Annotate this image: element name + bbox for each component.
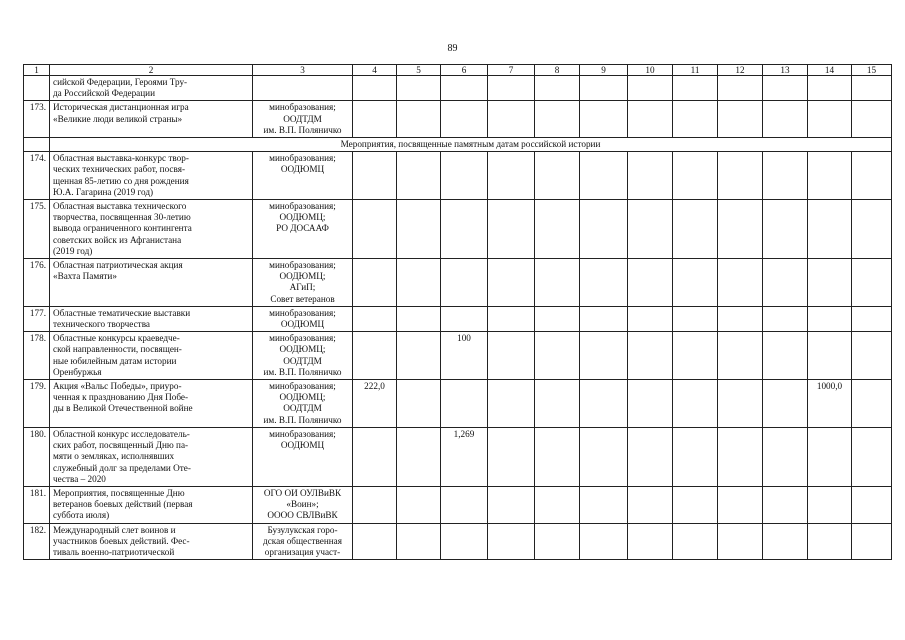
value-cell-col-13 bbox=[763, 306, 808, 331]
value-cell-col-12 bbox=[718, 332, 763, 380]
value-cell-col-12 bbox=[718, 486, 763, 523]
value-cell-col-6: 1,269 bbox=[441, 427, 488, 486]
value-cell-col-6 bbox=[441, 486, 488, 523]
value-cell-col-14 bbox=[808, 101, 852, 138]
value-cell-col-15 bbox=[852, 101, 892, 138]
table-row bbox=[24, 427, 892, 486]
value-cell-col-11 bbox=[673, 380, 718, 428]
value-cell-col-8 bbox=[535, 486, 580, 523]
value-cell-col-9 bbox=[580, 101, 628, 138]
value-cell-col-5 bbox=[397, 332, 441, 380]
row-number: 176. bbox=[24, 259, 50, 307]
column-number: 15 bbox=[852, 65, 892, 76]
value-cell-col-5 bbox=[397, 427, 441, 486]
table-row bbox=[24, 486, 892, 523]
value-cell-col-6 bbox=[441, 380, 488, 428]
event-title: Мероприятия, посвященные Дню ветеранов боевых действий (первая суббота июля) bbox=[50, 486, 253, 523]
column-number: 8 bbox=[535, 65, 580, 76]
column-number: 9 bbox=[580, 65, 628, 76]
value-cell-col-12 bbox=[718, 523, 763, 560]
value-cell-col-13 bbox=[763, 486, 808, 523]
value-cell-col-10 bbox=[628, 332, 673, 380]
value-cell-col-9 bbox=[580, 427, 628, 486]
event-title: Областная патриотическая акция «Вахта Памяти» bbox=[50, 259, 253, 307]
section-title: Мероприятия, посвященные памятным датам российской истории bbox=[50, 138, 892, 152]
value-cell-col-15 bbox=[852, 200, 892, 259]
value-cell-col-6 bbox=[441, 306, 488, 331]
value-cell-col-8 bbox=[535, 259, 580, 307]
table-row bbox=[24, 306, 892, 331]
responsible-orgs: минобразования; ООДЮМЦ bbox=[253, 306, 353, 331]
value-cell-col-7 bbox=[488, 76, 535, 101]
value-cell-col-15 bbox=[852, 152, 892, 200]
value-cell-col-9 bbox=[580, 380, 628, 428]
column-number: 4 bbox=[353, 65, 397, 76]
value-cell-col-15 bbox=[852, 306, 892, 331]
value-cell-col-8 bbox=[535, 332, 580, 380]
section-row bbox=[24, 138, 892, 152]
value-cell-col-12 bbox=[718, 200, 763, 259]
value-cell-col-12 bbox=[718, 101, 763, 138]
value-cell-col-4 bbox=[353, 101, 397, 138]
value-cell-col-9 bbox=[580, 523, 628, 560]
value-cell-col-15 bbox=[852, 523, 892, 560]
row-number: 177. bbox=[24, 306, 50, 331]
value-cell-col-14 bbox=[808, 306, 852, 331]
page-number: 89 bbox=[447, 43, 458, 54]
responsible-orgs: минобразования; ООДЮМЦ; РО ДОСААФ bbox=[253, 200, 353, 259]
column-number: 13 bbox=[763, 65, 808, 76]
column-number: 10 bbox=[628, 65, 673, 76]
responsible-orgs: минобразования; ООДЮМЦ; АГиП; Совет ветеранов bbox=[253, 259, 353, 307]
value-cell-col-7 bbox=[488, 152, 535, 200]
value-cell-col-15 bbox=[852, 427, 892, 486]
value-cell-col-7 bbox=[488, 259, 535, 307]
value-cell-col-14 bbox=[808, 332, 852, 380]
table-row bbox=[24, 523, 892, 560]
column-number: 2 bbox=[50, 65, 253, 76]
value-cell-col-15 bbox=[852, 259, 892, 307]
value-cell-col-15 bbox=[852, 332, 892, 380]
column-number: 7 bbox=[488, 65, 535, 76]
value-cell-col-8 bbox=[535, 101, 580, 138]
value-cell-col-4 bbox=[353, 523, 397, 560]
value-cell-col-4: 222,0 bbox=[353, 380, 397, 428]
value-cell-col-14 bbox=[808, 152, 852, 200]
value-cell-col-11 bbox=[673, 101, 718, 138]
table-row bbox=[24, 259, 892, 307]
value-cell-col-15 bbox=[852, 76, 892, 101]
table-row bbox=[24, 332, 892, 380]
value-cell-col-5 bbox=[397, 200, 441, 259]
event-title: Областные тематические выставки технического творчества bbox=[50, 306, 253, 331]
value-cell-col-7 bbox=[488, 332, 535, 380]
table-row bbox=[24, 200, 892, 259]
value-cell-col-13 bbox=[763, 76, 808, 101]
row-number: 178. bbox=[24, 332, 50, 380]
value-cell-col-12 bbox=[718, 152, 763, 200]
value-cell-col-6: 100 bbox=[441, 332, 488, 380]
table-row bbox=[24, 152, 892, 200]
value-cell-col-5 bbox=[397, 259, 441, 307]
value-cell-col-8 bbox=[535, 76, 580, 101]
value-cell-col-9 bbox=[580, 486, 628, 523]
event-title: Областной конкурс исследователь- ских работ, посвященный Дню па- мяти о земляках, исполнявших служебный долг за пределами Оте- чества – 2020 bbox=[50, 427, 253, 486]
value-cell-col-4 bbox=[353, 200, 397, 259]
value-cell-col-8 bbox=[535, 152, 580, 200]
value-cell-col-4 bbox=[353, 486, 397, 523]
value-cell-col-6 bbox=[441, 200, 488, 259]
value-cell-col-4 bbox=[353, 306, 397, 331]
row-number: 179. bbox=[24, 380, 50, 428]
value-cell-col-4 bbox=[353, 332, 397, 380]
value-cell-col-13 bbox=[763, 152, 808, 200]
value-cell-col-11 bbox=[673, 259, 718, 307]
value-cell-col-12 bbox=[718, 76, 763, 101]
value-cell-col-13 bbox=[763, 523, 808, 560]
event-title: Областная выставка-конкурс твор- ческих технических работ, посвя- щенная 85-летию со дня рождения Ю.А. Гагарина (2019 год) bbox=[50, 152, 253, 200]
value-cell-col-5 bbox=[397, 380, 441, 428]
column-number: 11 bbox=[673, 65, 718, 76]
value-cell-col-9 bbox=[580, 152, 628, 200]
value-cell-col-4 bbox=[353, 259, 397, 307]
row-number: 175. bbox=[24, 200, 50, 259]
responsible-orgs: минобразования; ООДЮМЦ; ООДТДМ им. В.П. Поляничко bbox=[253, 380, 353, 428]
value-cell-col-10 bbox=[628, 200, 673, 259]
row-number: 173. bbox=[24, 101, 50, 138]
value-cell-col-5 bbox=[397, 523, 441, 560]
value-cell-col-9 bbox=[580, 259, 628, 307]
value-cell-col-6 bbox=[441, 259, 488, 307]
event-title: Областная выставка технического творчества, посвященная 30-летию вывода ограниченного контингента советских войск из Афганистана (2019 год) bbox=[50, 200, 253, 259]
value-cell-col-11 bbox=[673, 332, 718, 380]
value-cell-col-10 bbox=[628, 306, 673, 331]
value-cell-col-14 bbox=[808, 200, 852, 259]
responsible-orgs: минобразования; ООДТДМ им. В.П. Поляничко bbox=[253, 101, 353, 138]
measures-table bbox=[23, 64, 892, 560]
value-cell-col-15 bbox=[852, 486, 892, 523]
value-cell-col-4 bbox=[353, 76, 397, 101]
value-cell-col-13 bbox=[763, 380, 808, 428]
num-cell bbox=[24, 138, 50, 152]
value-cell-col-9 bbox=[580, 332, 628, 380]
value-cell-col-8 bbox=[535, 200, 580, 259]
value-cell-col-10 bbox=[628, 101, 673, 138]
event-title: Историческая дистанционная игра «Великие люди великой страны» bbox=[50, 101, 253, 138]
table-row bbox=[24, 380, 892, 428]
value-cell-col-7 bbox=[488, 306, 535, 331]
value-cell-col-12 bbox=[718, 259, 763, 307]
value-cell-col-11 bbox=[673, 523, 718, 560]
value-cell-col-7 bbox=[488, 200, 535, 259]
row-number: 180. bbox=[24, 427, 50, 486]
value-cell-col-6 bbox=[441, 76, 488, 101]
responsible-orgs bbox=[253, 76, 353, 101]
column-number: 1 bbox=[24, 65, 50, 76]
value-cell-col-10 bbox=[628, 427, 673, 486]
responsible-orgs: минобразования; ООДЮМЦ bbox=[253, 152, 353, 200]
column-number: 14 bbox=[808, 65, 852, 76]
value-cell-col-14 bbox=[808, 427, 852, 486]
column-numbers-row bbox=[24, 65, 892, 76]
value-cell-col-13 bbox=[763, 427, 808, 486]
value-cell-col-7 bbox=[488, 427, 535, 486]
value-cell-col-11 bbox=[673, 427, 718, 486]
value-cell-col-6 bbox=[441, 101, 488, 138]
value-cell-col-12 bbox=[718, 380, 763, 428]
value-cell-col-11 bbox=[673, 306, 718, 331]
value-cell-col-14 bbox=[808, 486, 852, 523]
value-cell-col-8 bbox=[535, 306, 580, 331]
event-title: Акция «Вальс Победы», приуро- ченная к празднованию Дня Побе- ды в Великой Отечественной войне bbox=[50, 380, 253, 428]
table-row bbox=[24, 76, 892, 101]
value-cell-col-10 bbox=[628, 486, 673, 523]
value-cell-col-9 bbox=[580, 200, 628, 259]
value-cell-col-11 bbox=[673, 200, 718, 259]
value-cell-col-13 bbox=[763, 259, 808, 307]
value-cell-col-7 bbox=[488, 380, 535, 428]
value-cell-col-11 bbox=[673, 152, 718, 200]
value-cell-col-6 bbox=[441, 523, 488, 560]
event-title: Областные конкурсы краеведче- ской направленности, посвящен- ные юбилейным датам истории Оренбуржья bbox=[50, 332, 253, 380]
value-cell-col-13 bbox=[763, 101, 808, 138]
value-cell-col-4 bbox=[353, 427, 397, 486]
value-cell-col-6 bbox=[441, 152, 488, 200]
value-cell-col-4 bbox=[353, 152, 397, 200]
value-cell-col-10 bbox=[628, 523, 673, 560]
value-cell-col-7 bbox=[488, 101, 535, 138]
event-title: Международный слет воинов и участников боевых действий. Фес- тиваль военно-патриотической bbox=[50, 523, 253, 560]
value-cell-col-14 bbox=[808, 523, 852, 560]
value-cell-col-5 bbox=[397, 306, 441, 331]
value-cell-col-5 bbox=[397, 76, 441, 101]
responsible-orgs: минобразования; ООДЮМЦ; ООДТДМ им. В.П. Поляничко bbox=[253, 332, 353, 380]
responsible-orgs: Бузулукская горо- дская общественная организация участ- bbox=[253, 523, 353, 560]
value-cell-col-8 bbox=[535, 380, 580, 428]
value-cell-col-13 bbox=[763, 200, 808, 259]
value-cell-col-10 bbox=[628, 152, 673, 200]
value-cell-col-12 bbox=[718, 427, 763, 486]
value-cell-col-9 bbox=[580, 306, 628, 331]
responsible-orgs: минобразования; ООДЮМЦ bbox=[253, 427, 353, 486]
value-cell-col-5 bbox=[397, 152, 441, 200]
responsible-orgs: ОГО ОИ ОУЛВиВК «Воин»; ОООО СВЛВиВК bbox=[253, 486, 353, 523]
value-cell-col-7 bbox=[488, 523, 535, 560]
value-cell-col-12 bbox=[718, 306, 763, 331]
value-cell-col-9 bbox=[580, 76, 628, 101]
value-cell-col-10 bbox=[628, 259, 673, 307]
value-cell-col-10 bbox=[628, 76, 673, 101]
table-row bbox=[24, 101, 892, 138]
value-cell-col-7 bbox=[488, 486, 535, 523]
column-number: 3 bbox=[253, 65, 353, 76]
event-title: сийской Федерации, Героями Тру- да Российской Федерации bbox=[50, 76, 253, 101]
column-number: 12 bbox=[718, 65, 763, 76]
value-cell-col-13 bbox=[763, 332, 808, 380]
value-cell-col-5 bbox=[397, 486, 441, 523]
value-cell-col-10 bbox=[628, 380, 673, 428]
value-cell-col-14 bbox=[808, 76, 852, 101]
column-number: 6 bbox=[441, 65, 488, 76]
value-cell-col-11 bbox=[673, 486, 718, 523]
row-number: 182. bbox=[24, 523, 50, 560]
value-cell-col-8 bbox=[535, 523, 580, 560]
value-cell-col-14: 1000,0 bbox=[808, 380, 852, 428]
row-number: 181. bbox=[24, 486, 50, 523]
value-cell-col-15 bbox=[852, 380, 892, 428]
value-cell-col-11 bbox=[673, 76, 718, 101]
value-cell-col-8 bbox=[535, 427, 580, 486]
column-number: 5 bbox=[397, 65, 441, 76]
row-number bbox=[24, 76, 50, 101]
value-cell-col-14 bbox=[808, 259, 852, 307]
row-number: 174. bbox=[24, 152, 50, 200]
value-cell-col-5 bbox=[397, 101, 441, 138]
